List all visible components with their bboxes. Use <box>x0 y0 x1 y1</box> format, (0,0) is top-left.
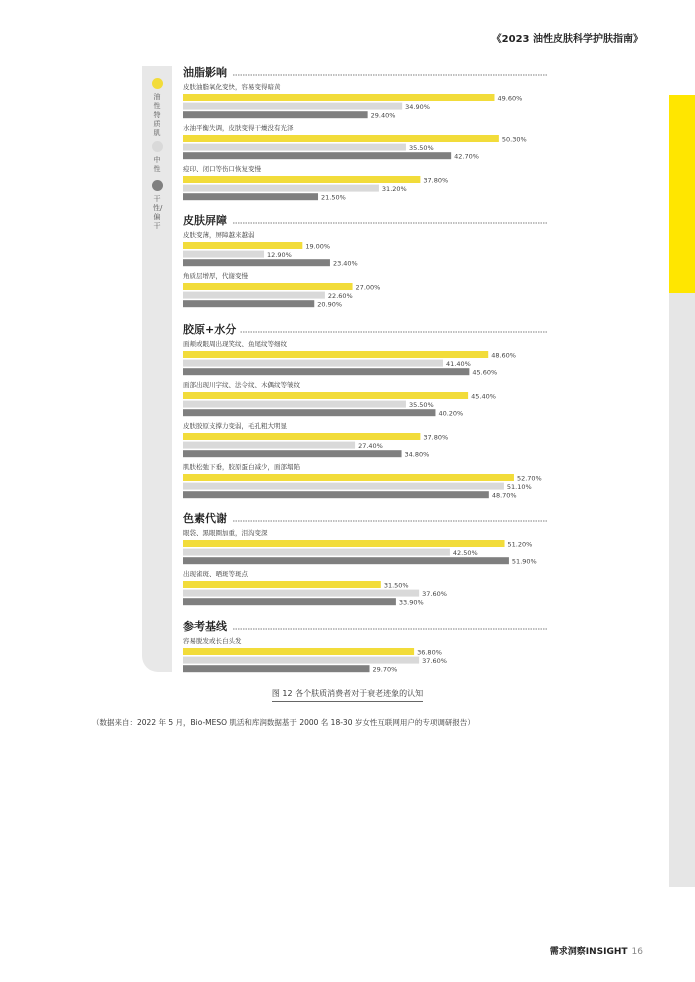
data-label: 35.50% <box>408 143 434 152</box>
data-label: 22.60% <box>327 291 353 300</box>
bar <box>183 283 353 290</box>
bar <box>183 193 318 200</box>
item-label: 面部出现川字纹、法令纹、木偶纹等皱纹 <box>183 381 300 389</box>
data-label: 33.90% <box>398 598 424 607</box>
group-title: 胶原+水分 <box>183 323 237 336</box>
data-label: 12.90% <box>267 250 292 259</box>
item-label: 皮肤胶原支撑力变弱，毛孔粗大明显 <box>183 422 287 430</box>
source-note: （数据来自：2022 年 5 月，Bio-MESO 肌活和库润数据基于 2000 名 18-30 岁女性互联网用户的专项调研报告） <box>92 718 475 727</box>
data-label: 40.20% <box>438 409 464 418</box>
footer-brand: 需求洞察INSIGHT <box>549 947 628 957</box>
data-label: 35.50% <box>408 400 434 409</box>
footer <box>550 944 643 957</box>
data-label: 45.40% <box>471 392 496 401</box>
bar <box>183 549 450 556</box>
data-label: 36.80% <box>417 648 442 657</box>
data-label: 19.00% <box>305 242 331 251</box>
bar <box>183 360 443 367</box>
bar <box>183 401 406 408</box>
data-label: 20.90% <box>317 300 343 309</box>
bar <box>183 442 355 449</box>
bar <box>183 433 420 440</box>
data-label: 37.80% <box>423 433 449 442</box>
data-label: 51.10% <box>506 482 532 491</box>
bar <box>183 557 509 564</box>
data-label: 45.60% <box>472 368 498 377</box>
bar <box>183 135 499 142</box>
data-label: 23.40% <box>332 259 358 268</box>
data-label: 48.60% <box>491 351 517 360</box>
bar <box>183 491 489 498</box>
bar <box>183 665 370 672</box>
bar <box>183 144 406 151</box>
bar <box>183 185 379 192</box>
bar <box>183 581 381 588</box>
bar <box>183 540 505 547</box>
bar <box>183 392 468 399</box>
item-label: 皮肤油脂氧化变快，容易变得暗黄 <box>183 83 281 91</box>
data-label: 50.30% <box>501 135 527 144</box>
bar <box>183 648 414 655</box>
data-label: 27.00% <box>355 283 381 292</box>
data-label: 31.20% <box>381 184 407 193</box>
item-label: 面颊或眼周出现笑纹、鱼尾纹等细纹 <box>183 340 287 348</box>
item-label: 肌肤松弛下垂，胶原蛋白减少，面部塌陷 <box>183 463 300 471</box>
bar <box>183 94 494 101</box>
bar <box>183 450 402 457</box>
data-label: 21.50% <box>321 193 346 202</box>
bar <box>183 103 402 110</box>
data-label: 42.50% <box>452 548 478 557</box>
item-label: 痘印、闭口等伤口恢复变慢 <box>183 165 261 173</box>
data-label: 51.20% <box>507 540 533 549</box>
bar <box>183 351 488 358</box>
bar <box>183 176 420 183</box>
bar <box>183 483 504 490</box>
page-number: 16 <box>631 947 643 957</box>
data-label: 37.60% <box>422 589 447 598</box>
report-title: 《2023 油性皮肤科学护肤指南》 <box>491 34 643 45</box>
bar <box>183 292 325 299</box>
bar <box>183 111 368 118</box>
data-label: 34.90% <box>405 102 430 111</box>
data-label: 37.80% <box>423 176 449 185</box>
data-label: 48.70% <box>491 491 517 500</box>
bar <box>183 598 396 605</box>
legend-label-neutral: 中性 <box>153 156 161 173</box>
data-label: 27.40% <box>358 441 383 450</box>
bar <box>183 657 419 664</box>
item-label: 出现雀斑、晒斑等斑点 <box>183 570 248 578</box>
data-label: 41.40% <box>445 359 471 368</box>
data-label: 29.70% <box>372 665 398 674</box>
figure-caption <box>0 688 695 702</box>
item-label: 容易脱发或长白头发 <box>183 637 242 645</box>
data-label: 49.60% <box>497 94 523 103</box>
group-title: 参考基线 <box>183 620 227 633</box>
bar <box>183 242 302 249</box>
data-label: 51.90% <box>511 557 537 566</box>
data-label: 37.60% <box>422 656 447 665</box>
bar <box>183 590 419 597</box>
figure-caption-text: 图 12 各个肤质消费者对于衰老迹象的认知 <box>272 688 423 702</box>
legend-label-oily: 油性特质肌 <box>153 93 161 137</box>
bar <box>183 251 264 258</box>
bar <box>183 474 514 481</box>
data-label: 31.50% <box>383 581 409 590</box>
item-label: 水油平衡失调，皮肤变得干燥没有光泽 <box>183 124 294 132</box>
group-title: 色素代谢 <box>183 512 227 525</box>
bar <box>183 259 330 266</box>
group-title: 皮肤屏障 <box>183 214 227 227</box>
legend-label-dry: 干性/偏干 <box>153 195 163 230</box>
bar <box>183 152 451 159</box>
bar <box>183 368 469 375</box>
data-label: 34.80% <box>404 450 430 459</box>
group-title: 油脂影响 <box>183 66 227 79</box>
data-label: 29.40% <box>370 111 396 120</box>
bar <box>183 409 435 416</box>
data-label: 42.70% <box>454 152 479 161</box>
item-label: 皮肤变薄，屏障越来越弱 <box>183 231 255 239</box>
item-label: 眼袋、黑眼圈加重，泪沟变深 <box>183 529 268 537</box>
bar <box>183 300 314 307</box>
item-label: 角质层增厚，代谢变慢 <box>183 272 248 280</box>
data-label: 52.70% <box>516 474 542 483</box>
